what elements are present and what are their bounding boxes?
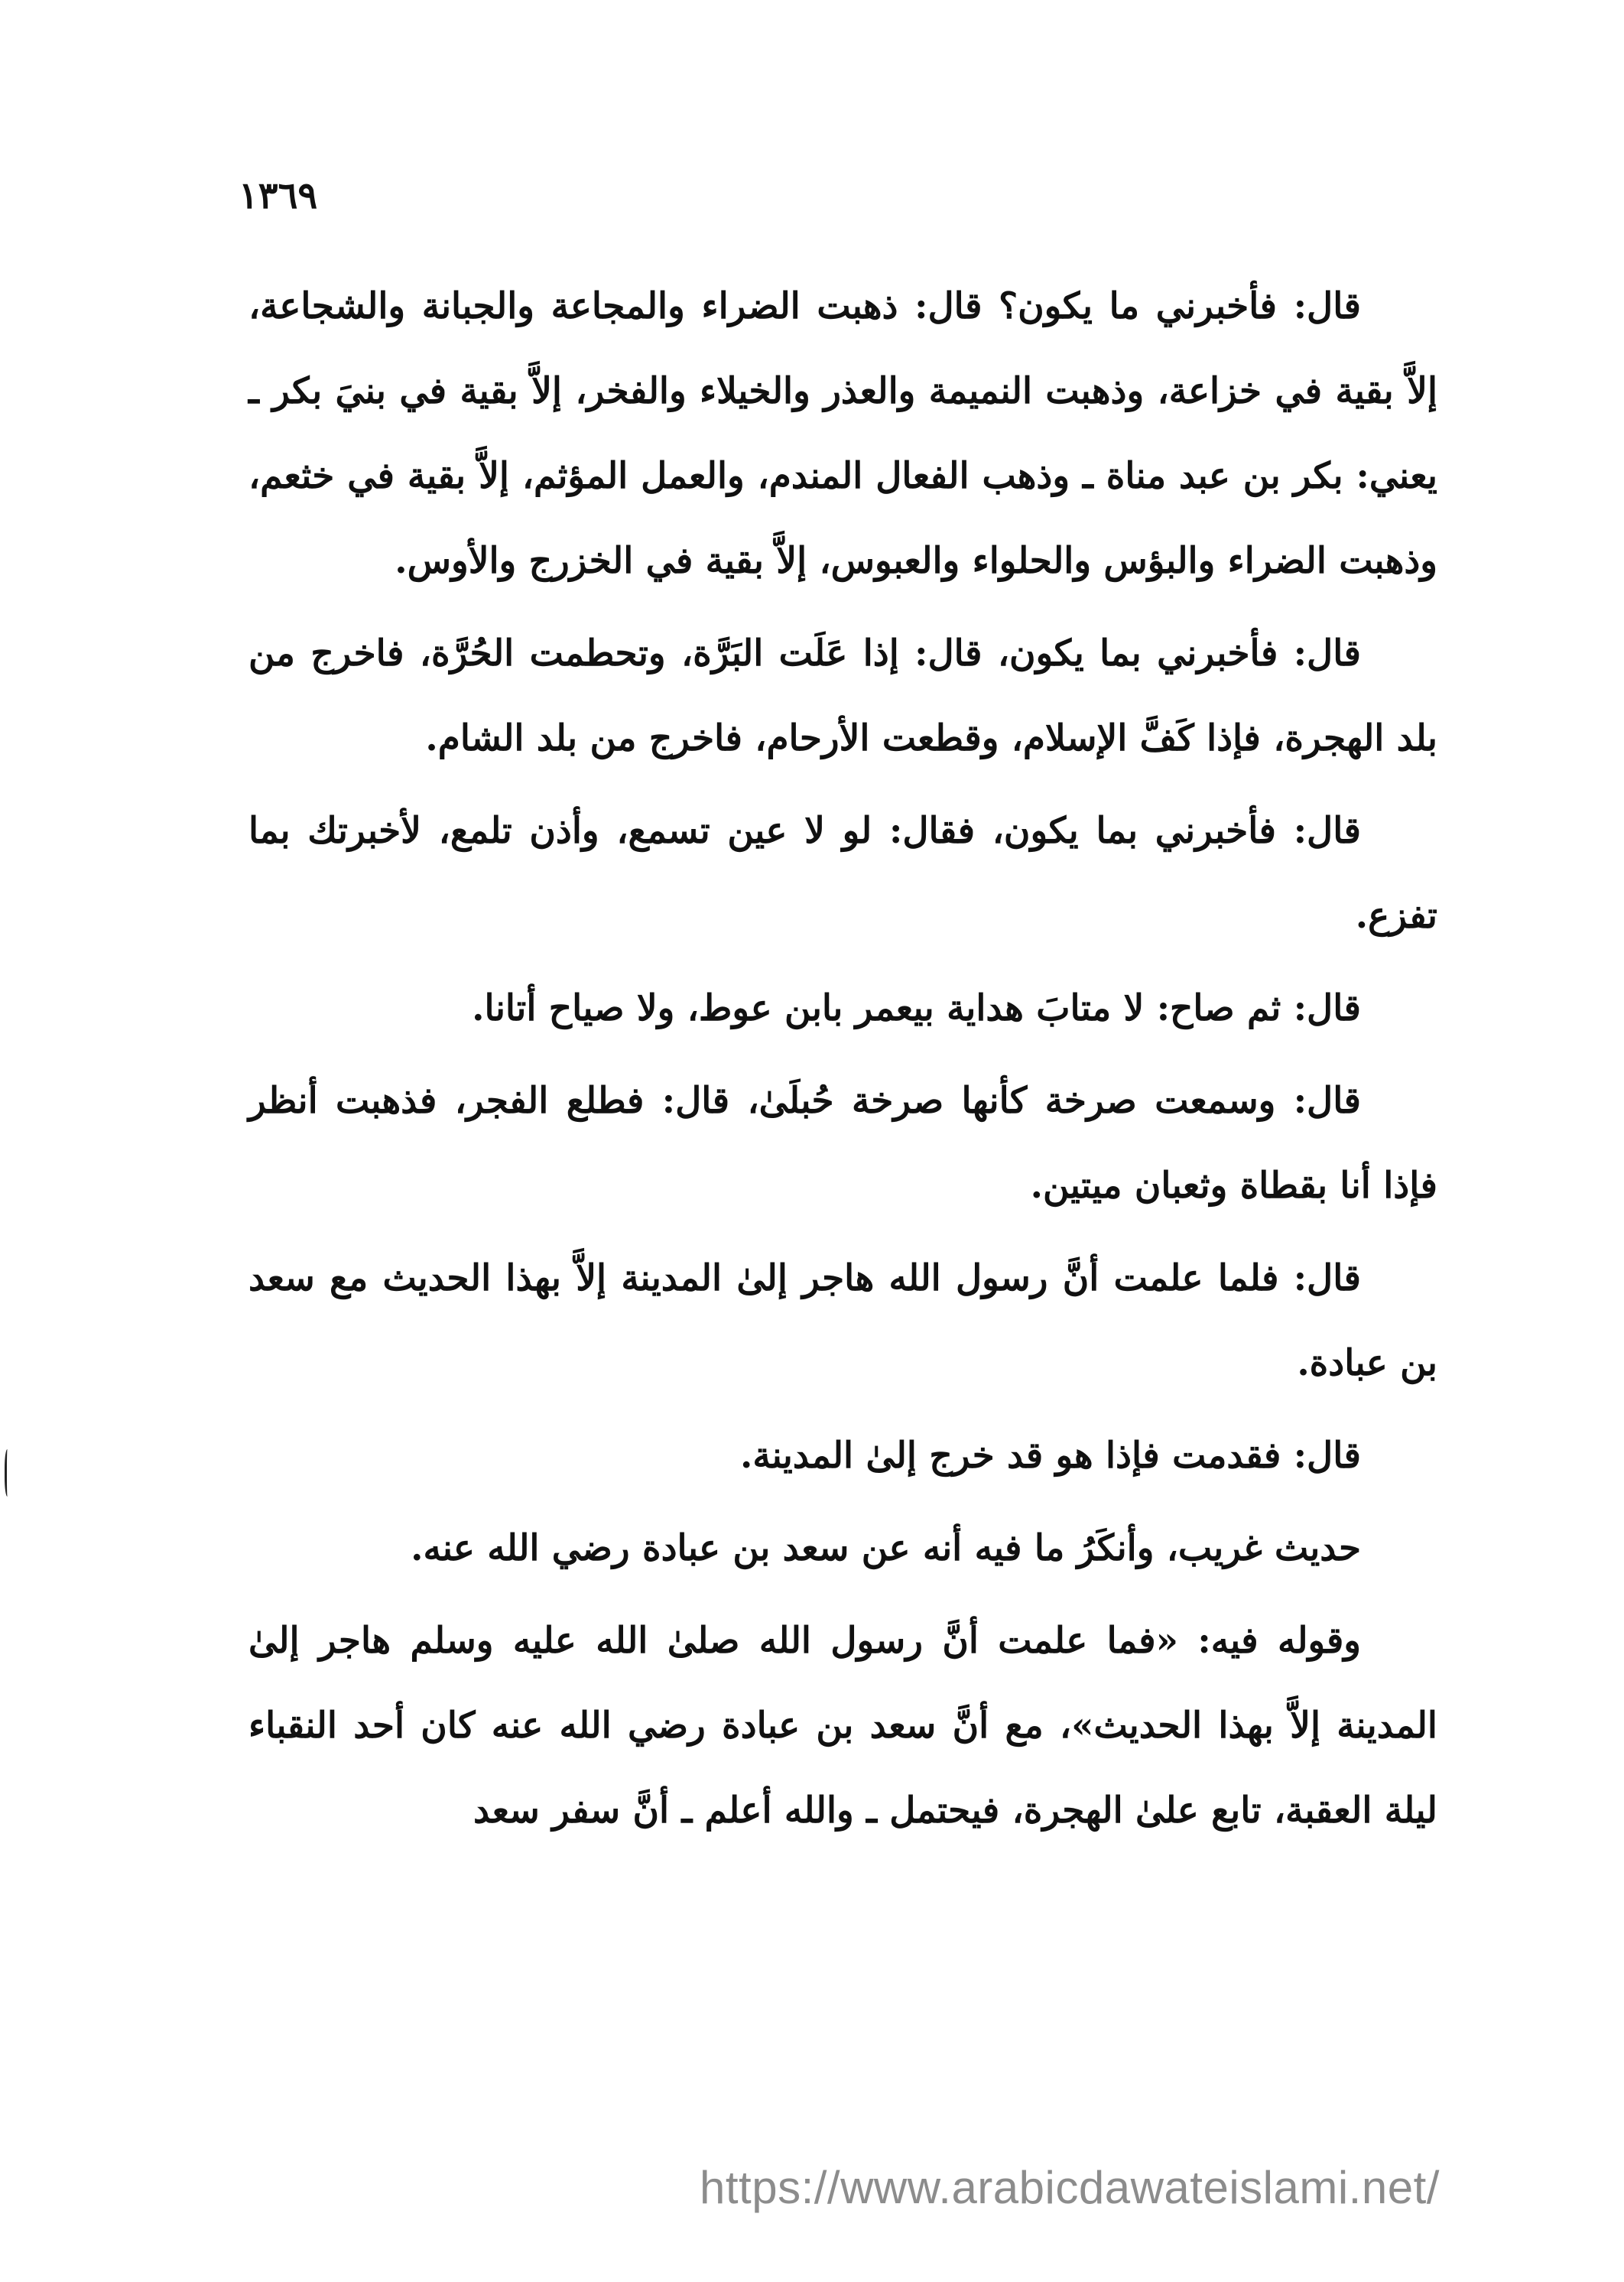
paragraph-3: قال: فأخبرني بما يكون، فقال: لو لا عين تسمع، وأذن تلمع، لأخبرتك بما تفزع. xyxy=(248,810,1437,937)
page-edge-mark xyxy=(5,1449,11,1497)
paragraph-8: حديث غريب، وأنكَرُ ما فيه أنه عن سعد بن عبادة رضي الله عنه. xyxy=(411,1527,1361,1569)
watermark-url: https://www.arabicdawateislami.net/ xyxy=(700,2162,1440,2213)
paragraph-9: وقوله فيه: «فما علمت أنَّ رسول الله صلىٰ الله عليه وسلم هاجر إلىٰ المدينة إلاَّ بهذا الحديث»، مع أنَّ سعد بن عبادة رضي الله عنه كان أحد النقباء ليلة العقبة، تابع علىٰ الهجرة، فيحتمل ـ والله أعلم ـ أنَّ سفر سعد xyxy=(248,1620,1437,1832)
paragraph-5: قال: وسمعت صرخة كأنها صرخة حُبلَىٰ، قال: فطلع الفجر، فذهبت أنظر فإذا أنا بقطاة وثعبان ميتين. xyxy=(248,1080,1437,1207)
page-number: ١٣٦٩ xyxy=(239,174,318,217)
paragraph-4: قال: ثم صاح: لا متابَ هداية بيعمر بابن عوط، ولا صياح أتانا. xyxy=(472,987,1361,1029)
paragraph-7: قال: فقدمت فإذا هو قد خرج إلىٰ المدينة. xyxy=(740,1435,1361,1477)
paragraph-1: قال: فأخبرني ما يكون؟ قال: ذهبت الضراء والمجاعة والجبانة والشجاعة، إلاَّ بقية في خزاعة، وذهبت النميمة والعذر والخيلاء والفخر، إلاَّ بقية في بنيَ بكر ـ يعني: بكر بن عبد مناة ـ وذهب الفعال المندم، والعمل المؤثم، إلاَّ بقية في خثعم، وذهبت الضراء والبؤس والحلواء والعبوس، إلاَّ بقية في الخزرج والأوس. xyxy=(248,285,1437,582)
paragraph-2: قال: فأخبرني بما يكون، قال: إذا عَلَت البَرَّة، وتحطمت الحُرَّة، فاخرج من بلد الهجرة، فإذا كَفَّ الإسلام، وقطعت الأرحام، فاخرج من بلد الشام. xyxy=(248,632,1437,759)
body-text xyxy=(248,264,1437,1853)
paragraph-6: قال: فلما علمت أنَّ رسول الله هاجر إلىٰ المدينة إلاَّ بهذا الحديث مع سعد بن عبادة. xyxy=(248,1257,1437,1384)
